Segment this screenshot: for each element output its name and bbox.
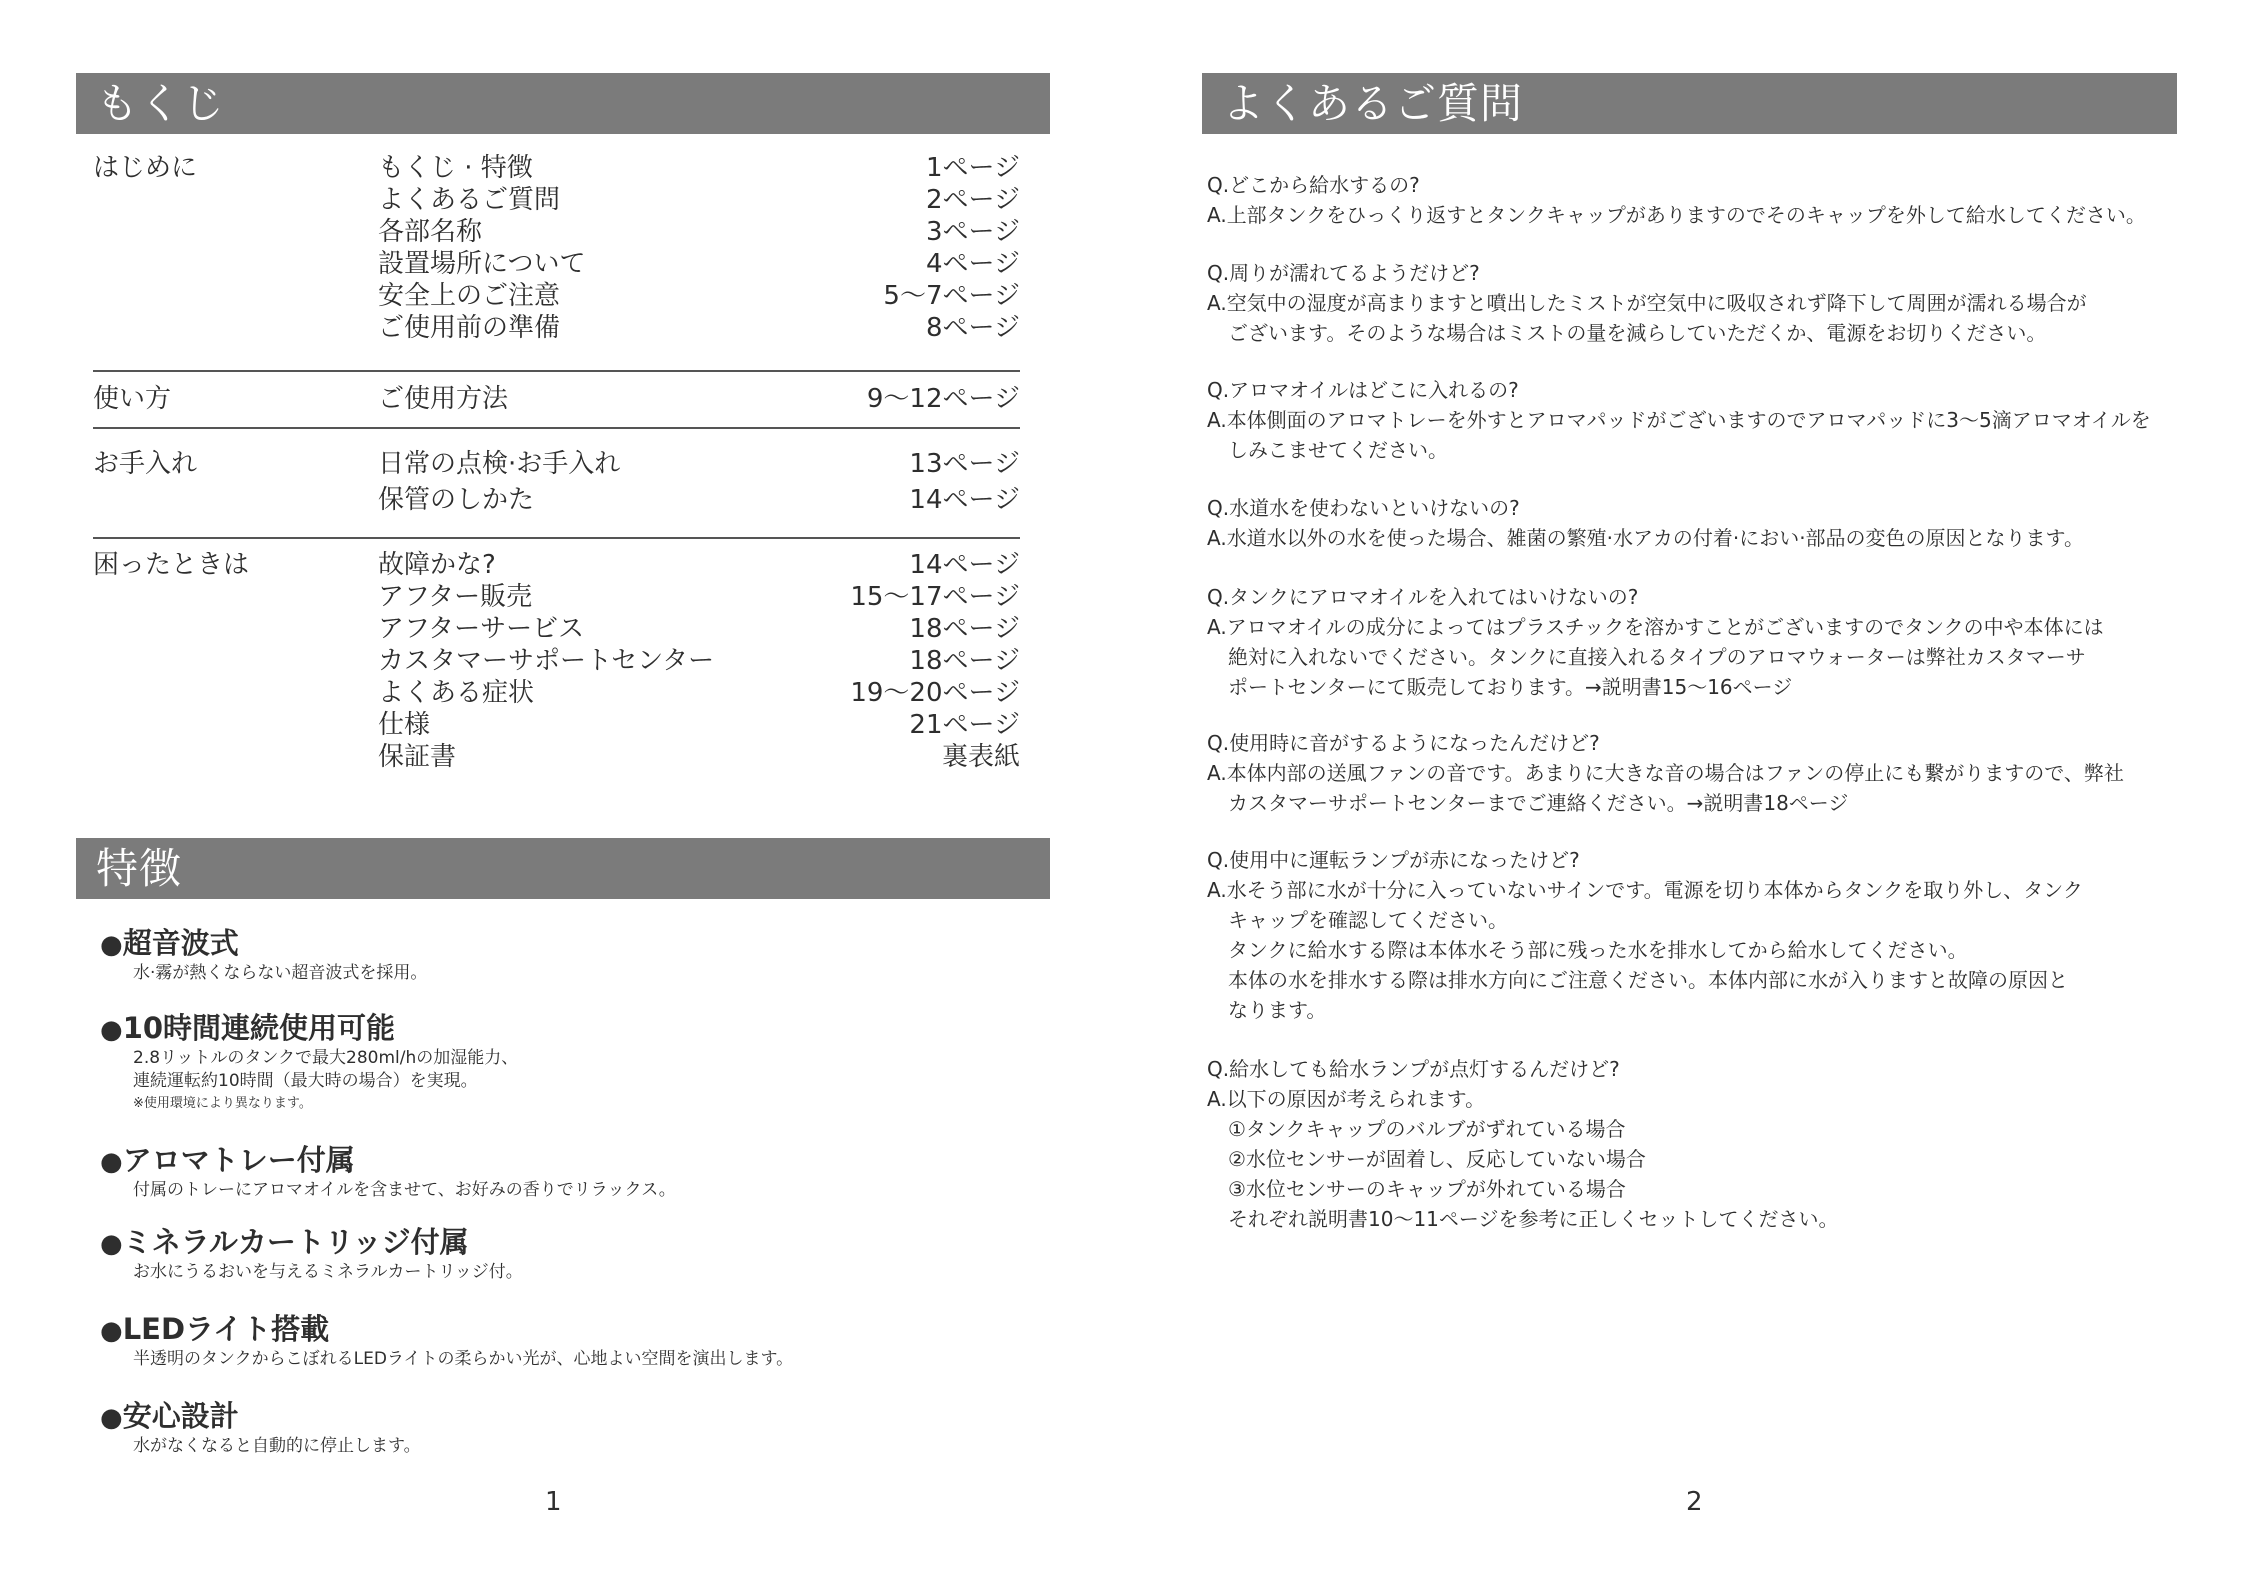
bullet-icon: ● — [100, 1403, 123, 1433]
feature-title — [100, 926, 1000, 962]
toc-entry-label: もくじ · 特徴 — [378, 153, 533, 183]
toc-entry-page: 4ページ — [925, 249, 1020, 279]
feature-description: 半透明のタンクからこぼれるLEDライトの柔らかい光が、心地よい空間を演出します。 — [133, 1349, 794, 1369]
bullet-icon: ● — [100, 1147, 123, 1177]
faq-answer-line: カスタマーサポートセンターまでご連絡ください。→説明書18ページ — [1228, 791, 1849, 815]
faq-answer-line: ございます。そのような場合はミストの量を減らしていただくか、電源をお切りください。 — [1228, 321, 2047, 345]
feature-description: 2.8リットルのタンクで最大280ml/hの加湿能力、 — [133, 1048, 519, 1068]
faq-answer-line: 絶対に入れないでください。タンクに直接入れるタイプのアロマウォーターは弊社カスタマーサ — [1228, 645, 2086, 669]
toc-entry — [378, 312, 1020, 344]
feature-item — [100, 1225, 1000, 1284]
left-page — [0, 0, 1122, 1587]
toc-entry — [378, 581, 1020, 613]
toc-entry-page: 19～20ページ — [850, 678, 1020, 708]
toc-entry-label: 保管のしかた — [378, 485, 535, 515]
toc-divider — [93, 370, 1020, 372]
toc-entry — [378, 709, 1020, 741]
toc-entry-label: 仕様 — [378, 710, 431, 740]
faq-answer-line: A.上部タンクをひっくり返すとタンクキャップがありますのでそのキャップを外して給水してください。 — [1207, 203, 2146, 227]
toc-entry-label: ご使用方法 — [378, 384, 509, 414]
page-number: 2 — [1686, 1487, 1703, 1517]
toc-group-title: はじめに — [93, 153, 198, 183]
faq-answer-line: タンクに給水する際は本体水そう部に残った水を排水してから給水してください。 — [1228, 938, 1968, 962]
faq-answer-line: A.アロマオイルの成分によってはプラスチックを溶かすことがございますのでタンクの中や本体には — [1207, 615, 2104, 639]
feature-description: 水·霧が熱くならない超音波式を採用。 — [133, 963, 428, 983]
faq-question: Q.アロマオイルはどこに入れるの? — [1207, 378, 1519, 402]
toc-entry — [378, 152, 1020, 184]
faq-header: よくあるご質問 — [1202, 73, 2177, 134]
faq-item — [1207, 258, 2192, 348]
toc-entry — [378, 613, 1020, 645]
faq-answer-line: キャップを確認してください。 — [1228, 908, 1508, 932]
faq-question: Q.タンクにアロマオイルを入れてはいけないの? — [1207, 585, 1639, 609]
toc-entry-label: アフター販売 — [378, 582, 533, 612]
toc-entry-label: カスタマーサポートセンター — [378, 646, 715, 676]
faq-item — [1207, 375, 2192, 465]
toc-entry-label: 日常の点検·お手入れ — [378, 449, 621, 479]
toc-entry-page: 3ページ — [925, 217, 1020, 247]
feature-title — [100, 1011, 1000, 1047]
feature-title-text: 10時間連続使用可能 — [122, 1011, 396, 1045]
toc-entry-label: 保証書 — [378, 742, 457, 772]
faq-answer-line: ②水位センサーが固着し、反応していない場合 — [1228, 1147, 1646, 1171]
feature-description: 水がなくなると自動的に停止します。 — [133, 1436, 421, 1456]
faq-answer-line: A.水そう部に水が十分に入っていないサインです。電源を切り本体からタンクを取り外し、タンク — [1207, 878, 2083, 902]
toc-entry-page: 14ページ — [909, 550, 1020, 580]
toc-entry-label: 故障かな? — [378, 550, 496, 580]
toc-entry — [378, 645, 1020, 677]
toc-entry-page: 14ページ — [909, 485, 1020, 515]
faq-question: Q.給水しても給水ランプが点灯するんだけど? — [1207, 1057, 1620, 1081]
feature-title — [100, 1399, 1000, 1435]
toc-entry-page: 5～7ページ — [883, 281, 1020, 311]
feature-item — [100, 1143, 1000, 1202]
toc-divider — [93, 537, 1020, 539]
faq-item — [1207, 493, 2192, 553]
feature-title — [100, 1312, 1000, 1348]
feature-note: ※使用環境により異なります。 — [133, 1096, 312, 1111]
faq-answer-line: それぞれ説明書10～11ページを参考に正しくセットしてください。 — [1228, 1207, 1839, 1231]
toc-entry — [378, 248, 1020, 280]
toc-header: もくじ — [76, 73, 1050, 134]
toc-entry-label: よくあるご質問 — [378, 185, 561, 215]
bullet-icon: ● — [100, 1015, 123, 1045]
toc-entry-page: 13ページ — [909, 449, 1020, 479]
faq-question: Q.使用時に音がするようになったんだけど? — [1207, 731, 1600, 755]
toc-divider — [93, 427, 1020, 429]
feature-description: 付属のトレーにアロマオイルを含ませて、お好みの香りでリラックス。 — [133, 1180, 676, 1200]
toc-entry-page: 15～17ページ — [850, 582, 1020, 612]
toc-entry-label: アフターサービス — [378, 614, 585, 644]
faq-question: Q.周りが濡れてるようだけど? — [1207, 261, 1480, 285]
toc-entry-label: 安全上のご注意 — [378, 281, 561, 311]
toc-entry — [378, 677, 1020, 709]
toc-entry-page: 8ページ — [925, 313, 1020, 343]
toc-entry — [378, 484, 1020, 516]
faq-answer-line: ③水位センサーのキャップが外れている場合 — [1228, 1177, 1626, 1201]
toc-group-title: 困ったときは — [93, 550, 250, 580]
toc-entry-label: 各部名称 — [378, 217, 483, 247]
feature-description: お水にうるおいを与えるミネラルカートリッジ付。 — [133, 1262, 523, 1282]
toc-entry-label: よくある症状 — [378, 678, 535, 708]
faq-answer-line: A.本体側面のアロマトレーを外すとアロマパッドがございますのでアロマパッドに3～5滴アロマオイルを — [1207, 408, 2151, 432]
toc-group — [93, 383, 1020, 415]
feature-title-text: アロマトレー付属 — [122, 1143, 355, 1177]
toc-group-title: お手入れ — [93, 449, 198, 479]
right-page — [1122, 0, 2245, 1587]
bullet-icon: ● — [100, 930, 123, 960]
toc-entry-page: 2ページ — [925, 185, 1020, 215]
toc-entry — [378, 448, 1020, 480]
faq-answer-line: A.空気中の湿度が高まりますと噴出したミストが空気中に吸収されず降下して周囲が濡れる場合が — [1207, 291, 2087, 315]
feature-title — [100, 1225, 1000, 1261]
toc-group — [93, 152, 1020, 344]
toc-entry — [378, 741, 1020, 773]
toc-entry — [378, 216, 1020, 248]
toc-entry-page: 18ページ — [909, 646, 1020, 676]
bullet-icon: ● — [100, 1316, 123, 1346]
bullet-icon: ● — [100, 1229, 123, 1259]
faq-answer-line: A.本体内部の送風ファンの音です。あまりに大きな音の場合はファンの停止にも繋がりますので、弊社 — [1207, 761, 2124, 785]
faq-answer-line: しみこませてください。 — [1228, 438, 1448, 462]
toc-group — [93, 549, 1020, 773]
feature-title-text: LEDライト搭載 — [122, 1312, 330, 1346]
toc-entry-label: ご使用前の準備 — [378, 313, 561, 343]
toc-entry — [378, 549, 1020, 581]
faq-question: Q.使用中に運転ランプが赤になったけど? — [1207, 848, 1580, 872]
toc-group — [93, 448, 1020, 520]
toc-entry-page: 21ページ — [909, 710, 1020, 740]
faq-answer-line: A.水道水以外の水を使った場合、雑菌の繁殖·水アカの付着·におい·部品の変色の原因となります。 — [1207, 526, 2084, 550]
faq-question: Q.どこから給水するの? — [1207, 173, 1420, 197]
faq-question: Q.水道水を使わないといけないの? — [1207, 496, 1520, 520]
feature-title-text: 安心設計 — [122, 1399, 239, 1433]
features-header: 特徴 — [76, 838, 1050, 899]
faq-item — [1207, 1054, 2192, 1234]
faq-item — [1207, 582, 2192, 702]
toc-entry-page: 裏表紙 — [941, 742, 1020, 772]
feature-title-text: ミネラルカートリッジ付属 — [122, 1225, 469, 1259]
faq-answer-line: 本体の水を排水する際は排水方向にご注意ください。本体内部に水が入りますと故障の原因と — [1228, 968, 2068, 992]
toc-entry — [378, 184, 1020, 216]
feature-item — [100, 1399, 1000, 1458]
toc-entry-label: 設置場所について — [378, 249, 586, 279]
feature-title-text: 超音波式 — [122, 926, 239, 960]
faq-answer-line: ポートセンターにて販売しております。→説明書15～16ページ — [1228, 675, 1793, 699]
toc-entry-page: 18ページ — [909, 614, 1020, 644]
feature-title — [100, 1143, 1000, 1179]
faq-item — [1207, 845, 2192, 1025]
toc-group-title: 使い方 — [93, 384, 172, 414]
faq-answer-line: ①タンクキャップのバルブがずれている場合 — [1228, 1117, 1626, 1141]
feature-description: 連続運転約10時間（最大時の場合）を実現。 — [133, 1071, 478, 1091]
feature-item — [100, 926, 1000, 985]
faq-item — [1207, 170, 2192, 230]
feature-item — [100, 1011, 1000, 1115]
toc-entry — [378, 383, 1020, 415]
faq-item — [1207, 728, 2192, 818]
feature-item — [100, 1312, 1000, 1371]
toc-entry-page: 9～12ページ — [866, 384, 1020, 414]
page-number: 1 — [545, 1487, 562, 1517]
faq-answer-line: A.以下の原因が考えられます。 — [1207, 1087, 1486, 1111]
toc-entry — [378, 280, 1020, 312]
toc-entry-page: 1ページ — [925, 153, 1020, 183]
faq-answer-line: なります。 — [1228, 998, 1327, 1022]
